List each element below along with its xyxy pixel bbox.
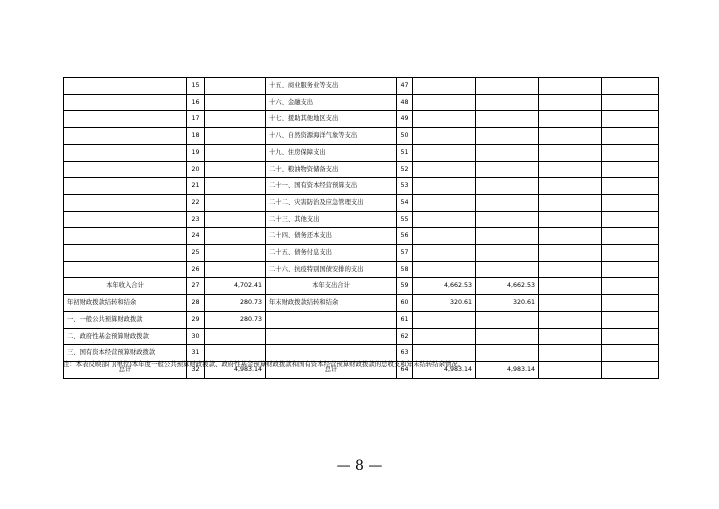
expense-state-capital-cell (602, 194, 659, 211)
expense-line-number-cell: 52 (397, 161, 413, 178)
income-line-number-cell: 19 (187, 144, 205, 161)
table-row (64, 328, 659, 345)
expense-fund-budget-cell (539, 361, 602, 378)
expense-total-cell (413, 311, 476, 328)
expense-fund-budget-cell (539, 161, 602, 178)
expense-item-cell (266, 311, 397, 328)
expense-fund-budget-cell (539, 311, 602, 328)
table-row (64, 161, 659, 178)
expense-item-cell: 十七、援助其他地区支出 (266, 111, 397, 128)
income-item-cell (64, 161, 187, 178)
table-row (64, 245, 659, 262)
expense-general-budget-cell (476, 78, 539, 95)
table-row (64, 211, 659, 228)
expense-item-cell: 二十五、债务付息支出 (266, 245, 397, 262)
expense-total-cell (413, 328, 476, 345)
expense-item-cell: 十八、自然资源海洋气象等支出 (266, 128, 397, 145)
income-amount-cell (205, 194, 266, 211)
expense-total-cell (413, 144, 476, 161)
expense-total-cell (413, 178, 476, 195)
income-amount-cell (205, 161, 266, 178)
expense-fund-budget-cell (539, 228, 602, 245)
income-item-cell (64, 261, 187, 278)
expense-general-budget-cell (476, 178, 539, 195)
expense-general-budget-cell (476, 144, 539, 161)
expense-fund-budget-cell (539, 144, 602, 161)
expense-general-budget-cell (476, 161, 539, 178)
expense-line-number-cell: 60 (397, 295, 413, 312)
income-line-number-cell: 22 (187, 194, 205, 211)
table-row (64, 144, 659, 161)
expense-total-cell (413, 128, 476, 145)
expense-fund-budget-cell (539, 328, 602, 345)
expense-total-cell (413, 194, 476, 211)
expense-line-number-cell: 62 (397, 328, 413, 345)
expense-state-capital-cell (602, 228, 659, 245)
expense-state-capital-cell (602, 211, 659, 228)
expense-total-cell (413, 245, 476, 262)
table-row (64, 261, 659, 278)
income-item-cell (64, 211, 187, 228)
expense-state-capital-cell (602, 78, 659, 95)
expense-item-cell: 二十、粮油物资储备支出 (266, 161, 397, 178)
fiscal-appropriation-table (63, 77, 659, 379)
expense-state-capital-cell (602, 128, 659, 145)
expense-fund-budget-cell (539, 261, 602, 278)
expense-fund-budget-cell (539, 94, 602, 111)
expense-total-cell (413, 228, 476, 245)
expense-item-cell: 十五、商业服务业等支出 (266, 78, 397, 95)
expense-total-cell (413, 111, 476, 128)
expense-item-cell: 二十六、抗疫特别国债安排的支出 (266, 261, 397, 278)
expense-state-capital-cell (602, 111, 659, 128)
income-line-number-cell: 28 (187, 295, 205, 312)
expense-state-capital-cell (602, 278, 659, 295)
expense-line-number-cell: 63 (397, 345, 413, 362)
income-amount-cell: 280.73 (205, 311, 266, 328)
expense-line-number-cell: 54 (397, 194, 413, 211)
table-row (64, 94, 659, 111)
expense-total-cell (413, 94, 476, 111)
expense-item-cell: 本年支出合计 (266, 278, 397, 295)
expense-general-budget-cell (476, 311, 539, 328)
expense-fund-budget-cell (539, 194, 602, 211)
expense-general-budget-cell (476, 345, 539, 362)
table-row (64, 311, 659, 328)
expense-line-number-cell: 48 (397, 94, 413, 111)
expense-state-capital-cell (602, 161, 659, 178)
income-item-cell: 总计 (64, 361, 187, 378)
expense-general-budget-cell (476, 94, 539, 111)
income-amount-cell: 4,983.14 (205, 361, 266, 378)
expense-fund-budget-cell (539, 295, 602, 312)
table-body (64, 78, 659, 379)
expense-state-capital-cell (602, 245, 659, 262)
income-item-cell: 本年收入合计 (64, 278, 187, 295)
expense-item-cell: 二十四、债务还本支出 (266, 228, 397, 245)
expense-total-cell: 4,983.14 (413, 361, 476, 378)
expense-line-number-cell: 49 (397, 111, 413, 128)
income-line-number-cell: 26 (187, 261, 205, 278)
expense-total-cell: 4,662.53 (413, 278, 476, 295)
income-item-cell (64, 78, 187, 95)
income-line-number-cell: 16 (187, 94, 205, 111)
income-line-number-cell: 17 (187, 111, 205, 128)
expense-item-cell: 十六、金融支出 (266, 94, 397, 111)
income-line-number-cell: 25 (187, 245, 205, 262)
expense-total-cell (413, 261, 476, 278)
income-amount-cell (205, 78, 266, 95)
expense-general-budget-cell: 4,983.14 (476, 361, 539, 378)
income-line-number-cell: 24 (187, 228, 205, 245)
expense-state-capital-cell (602, 144, 659, 161)
expense-general-budget-cell: 320.61 (476, 295, 539, 312)
income-amount-cell (205, 245, 266, 262)
income-item-cell (64, 228, 187, 245)
expense-fund-budget-cell (539, 128, 602, 145)
income-line-number-cell: 18 (187, 128, 205, 145)
income-item-cell: 三、国有资本经营预算财政拨款 (64, 345, 187, 362)
income-line-number-cell: 27 (187, 278, 205, 295)
expense-general-budget-cell (476, 245, 539, 262)
income-amount-cell (205, 228, 266, 245)
expense-general-budget-cell (476, 194, 539, 211)
page-number: — 8 — (336, 458, 383, 474)
expense-item-cell (266, 328, 397, 345)
table-row (64, 78, 659, 95)
income-item-cell (64, 128, 187, 145)
expense-state-capital-cell (602, 361, 659, 378)
table-row (64, 295, 659, 312)
table-row (64, 111, 659, 128)
expense-state-capital-cell (602, 178, 659, 195)
expense-general-budget-cell (476, 261, 539, 278)
expense-fund-budget-cell (539, 245, 602, 262)
income-amount-cell (205, 178, 266, 195)
expense-general-budget-cell (476, 211, 539, 228)
expense-line-number-cell: 53 (397, 178, 413, 195)
income-item-cell (64, 144, 187, 161)
expense-total-cell (413, 211, 476, 228)
expense-item-cell: 年末财政拨款结转和结余 (266, 295, 397, 312)
expense-general-budget-cell (476, 328, 539, 345)
expense-line-number-cell: 47 (397, 78, 413, 95)
expense-line-number-cell: 51 (397, 144, 413, 161)
expense-line-number-cell: 58 (397, 261, 413, 278)
income-item-cell: 年初财政拨款结转和结余 (64, 295, 187, 312)
income-item-cell (64, 178, 187, 195)
income-amount-cell (205, 211, 266, 228)
income-line-number-cell: 29 (187, 311, 205, 328)
expense-line-number-cell: 55 (397, 211, 413, 228)
income-line-number-cell: 23 (187, 211, 205, 228)
expense-general-budget-cell (476, 228, 539, 245)
income-item-cell (64, 245, 187, 262)
expense-fund-budget-cell (539, 178, 602, 195)
income-line-number-cell: 31 (187, 345, 205, 362)
income-line-number-cell: 15 (187, 78, 205, 95)
expense-line-number-cell: 56 (397, 228, 413, 245)
expense-line-number-cell: 61 (397, 311, 413, 328)
expense-item-cell: 二十二、灾害防治及应急管理支出 (266, 194, 397, 211)
income-amount-cell (205, 94, 266, 111)
table-footnote: 注：本表反映部门(单位)本年度一般公共预算财政拨款、政府性基金预算财政拨款和国有资本经营预算财政拨款的总收支和年末结转结余情况。 (63, 360, 465, 368)
expense-fund-budget-cell (539, 345, 602, 362)
expense-line-number-cell: 57 (397, 245, 413, 262)
income-amount-cell: 4,702.41 (205, 278, 266, 295)
expense-total-cell (413, 161, 476, 178)
table-row (64, 278, 659, 295)
expense-item-cell: 总计 (266, 361, 397, 378)
income-line-number-cell: 32 (187, 361, 205, 378)
income-line-number-cell: 30 (187, 328, 205, 345)
expense-general-budget-cell: 4,662.53 (476, 278, 539, 295)
income-line-number-cell: 21 (187, 178, 205, 195)
expense-line-number-cell: 64 (397, 361, 413, 378)
expense-general-budget-cell (476, 128, 539, 145)
expense-fund-budget-cell (539, 111, 602, 128)
expense-state-capital-cell (602, 311, 659, 328)
expense-total-cell (413, 78, 476, 95)
table-row (64, 228, 659, 245)
income-item-cell (64, 194, 187, 211)
table-row (64, 128, 659, 145)
expense-state-capital-cell (602, 94, 659, 111)
income-item-cell: 二、政府性基金预算财政拨款 (64, 328, 187, 345)
income-amount-cell (205, 261, 266, 278)
expense-state-capital-cell (602, 345, 659, 362)
income-item-cell (64, 94, 187, 111)
expense-line-number-cell: 59 (397, 278, 413, 295)
income-line-number-cell: 20 (187, 161, 205, 178)
income-amount-cell (205, 128, 266, 145)
table-row (64, 178, 659, 195)
income-item-cell (64, 111, 187, 128)
table-row (64, 194, 659, 211)
expense-state-capital-cell (602, 328, 659, 345)
expense-item-cell: 二十一、国有资本经营预算支出 (266, 178, 397, 195)
income-item-cell: 一、一般公共预算财政拨款 (64, 311, 187, 328)
expense-fund-budget-cell (539, 78, 602, 95)
income-amount-cell (205, 111, 266, 128)
expense-fund-budget-cell (539, 278, 602, 295)
expense-item-cell: 十九、住房保障支出 (266, 144, 397, 161)
income-amount-cell (205, 328, 266, 345)
expense-line-number-cell: 50 (397, 128, 413, 145)
income-amount-cell: 280.73 (205, 295, 266, 312)
income-amount-cell (205, 144, 266, 161)
expense-fund-budget-cell (539, 211, 602, 228)
expense-item-cell: 二十三、其他支出 (266, 211, 397, 228)
expense-general-budget-cell (476, 111, 539, 128)
expense-state-capital-cell (602, 295, 659, 312)
expense-state-capital-cell (602, 261, 659, 278)
expense-total-cell: 320.61 (413, 295, 476, 312)
